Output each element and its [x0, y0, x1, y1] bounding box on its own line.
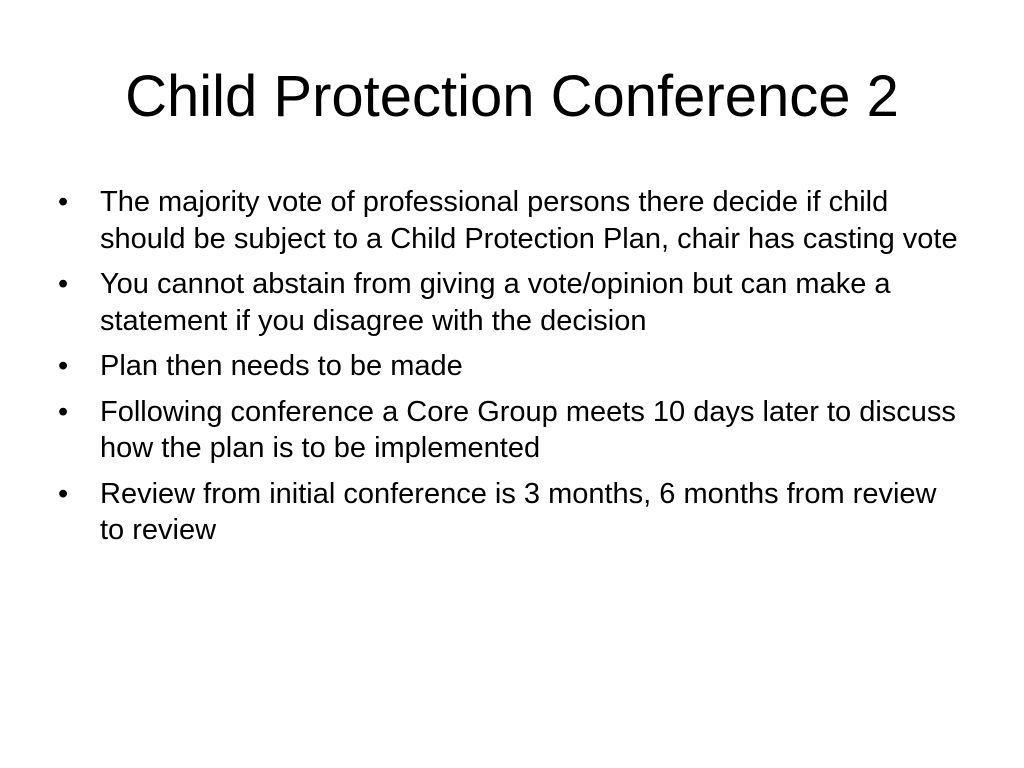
bullet-text: The majority vote of professional persons there decide if child should be subject to a Child Protection Plan, chair has casting vote [100, 186, 958, 255]
bullet-icon: • [58, 395, 69, 428]
bullet-text: You cannot abstain from giving a vote/opinion but can make a statement if you disagree with the decision [100, 268, 891, 337]
bullet-text: Following conference a Core Group meets 10 days later to discuss how the plan is to be implemented [100, 395, 956, 464]
bullet-item [58, 348, 963, 385]
bullet-text: Plan then needs to be made [100, 350, 463, 382]
bullet-item [58, 266, 963, 339]
bullet-icon: • [58, 477, 69, 510]
bullet-icon: • [58, 350, 69, 382]
bullet-item [58, 184, 963, 257]
bullet-item [58, 394, 963, 467]
bullet-item [58, 476, 963, 549]
bullet-icon: • [58, 268, 69, 300]
bullet-icon: • [58, 186, 69, 218]
bullet-list [58, 184, 963, 558]
bullet-text: Review from initial conference is 3 months, 6 months from review to review [100, 477, 937, 546]
slide-title: Child Protection Conference 2 [125, 64, 899, 129]
